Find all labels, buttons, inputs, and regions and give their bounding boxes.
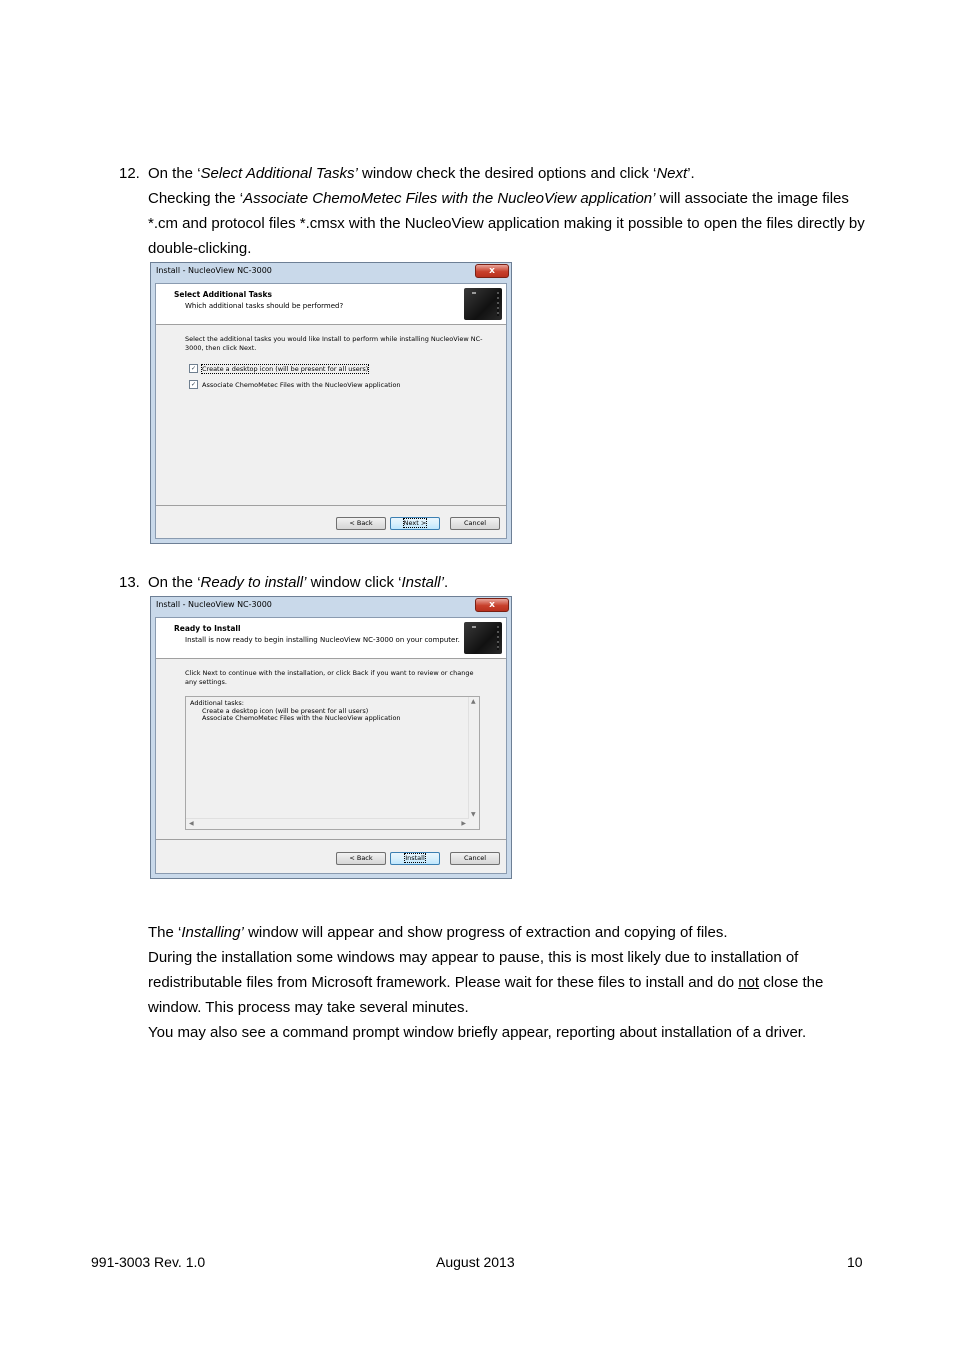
footer-divider bbox=[156, 839, 506, 840]
wizard-page-subtitle: Which additional tasks should be performed? bbox=[185, 302, 344, 310]
wizard-page-subtitle: Install is now ready to begin installing NucleoView NC-3000 on your computer. bbox=[185, 636, 460, 644]
select-tasks-window bbox=[150, 262, 512, 544]
ready-to-install-window bbox=[150, 596, 512, 879]
horizontal-scrollbar[interactable] bbox=[186, 818, 469, 829]
step-number-12: 12. bbox=[119, 165, 140, 182]
installing-p2: During the installation some windows may appear to pause, this is most likely due to installation of redistributable files from Microsoft framework. Please wait for these files to install and do not close the window. This process may take several minutes. bbox=[148, 949, 824, 1016]
close-button[interactable]: x bbox=[475, 264, 509, 278]
associate-files-checkbox[interactable]: ✓ bbox=[190, 381, 197, 388]
task-item: Create a desktop icon (will be present for all users) bbox=[202, 706, 369, 715]
installing-paragraphs bbox=[148, 920, 878, 1045]
installing-p1: The ‘Installing’ window will appear and show progress of extraction and copying of files. bbox=[148, 924, 728, 941]
instructions-text: Select the additional tasks you would like Install to perform while installing NucleoView NC-3000, then click Next. bbox=[185, 335, 483, 352]
step-12-line2: Checking the ‘Associate ChemoMetec Files with the NucleoView application’ will associate the image files *.cm and protocol files *.cmsx with the NucleoView application making it possible to open the files directly by double-clicking. bbox=[148, 190, 865, 257]
step-12-line1: On the ‘Select Additional Tasks’ window check the desired options and click ‘Next’. bbox=[148, 165, 695, 182]
tasks-summary-listbox[interactable] bbox=[185, 696, 480, 830]
window-client-area bbox=[155, 617, 507, 874]
scroll-down-icon[interactable]: ▼ bbox=[471, 811, 476, 818]
associate-files-checkbox-label[interactable]: Associate ChemoMetec Files with the NucleoView application bbox=[202, 380, 401, 389]
back-button[interactable]: < Back bbox=[336, 852, 386, 865]
footer-divider bbox=[156, 505, 506, 506]
window-client-area bbox=[155, 283, 507, 539]
vertical-scrollbar[interactable] bbox=[468, 697, 479, 819]
step-number-13: 13. bbox=[119, 574, 140, 591]
install-button[interactable]: Install bbox=[390, 852, 440, 865]
doc-number: 991-3003 Rev. 1.0 bbox=[91, 1254, 206, 1270]
window-title: Install - NucleoView NC-3000 bbox=[156, 266, 272, 275]
cancel-button[interactable]: Cancel bbox=[450, 852, 500, 865]
desktop-icon-checkbox-label[interactable]: Create a desktop icon (will be present for all users) bbox=[202, 364, 369, 373]
next-button[interactable]: Next > bbox=[390, 517, 440, 530]
close-button[interactable]: x bbox=[475, 598, 509, 612]
cancel-button[interactable]: Cancel bbox=[450, 517, 500, 530]
desktop-icon-checkbox-row[interactable] bbox=[189, 364, 368, 373]
installing-p3: You may also see a command prompt window briefly appear, reporting about installation of a driver. bbox=[148, 1024, 807, 1041]
scroll-left-icon[interactable]: ◀ bbox=[189, 820, 194, 827]
nucleoview-device-icon bbox=[464, 622, 502, 654]
window-title: Install - NucleoView NC-3000 bbox=[156, 600, 272, 609]
scroll-up-icon[interactable]: ▲ bbox=[471, 698, 476, 705]
wizard-header bbox=[156, 284, 506, 325]
tasks-summary-content bbox=[190, 700, 401, 723]
back-button[interactable]: < Back bbox=[336, 517, 386, 530]
window-titlebar bbox=[151, 263, 511, 281]
nucleoview-device-icon bbox=[464, 288, 502, 320]
scroll-right-icon[interactable]: ▶ bbox=[461, 820, 466, 827]
doc-date: August 2013 bbox=[436, 1254, 515, 1270]
tasks-heading: Additional tasks: bbox=[190, 699, 244, 707]
associate-files-checkbox-row[interactable] bbox=[189, 380, 401, 389]
task-item: Associate ChemoMetec Files with the NucleoView application bbox=[202, 714, 401, 722]
instructions-text: Click Next to continue with the installation, or click Back if you want to review or change any settings. bbox=[185, 669, 474, 686]
wizard-page-title: Ready to Install bbox=[174, 624, 241, 633]
page-number: 10 bbox=[847, 1254, 863, 1270]
wizard-page-title: Select Additional Tasks bbox=[174, 290, 272, 299]
window-titlebar bbox=[151, 597, 511, 615]
step-12-text bbox=[148, 161, 878, 261]
step-13-text: On the ‘Ready to install’ window click ‘Install’. bbox=[148, 574, 449, 591]
desktop-icon-checkbox[interactable]: ✓ bbox=[190, 365, 197, 372]
wizard-header bbox=[156, 618, 506, 659]
